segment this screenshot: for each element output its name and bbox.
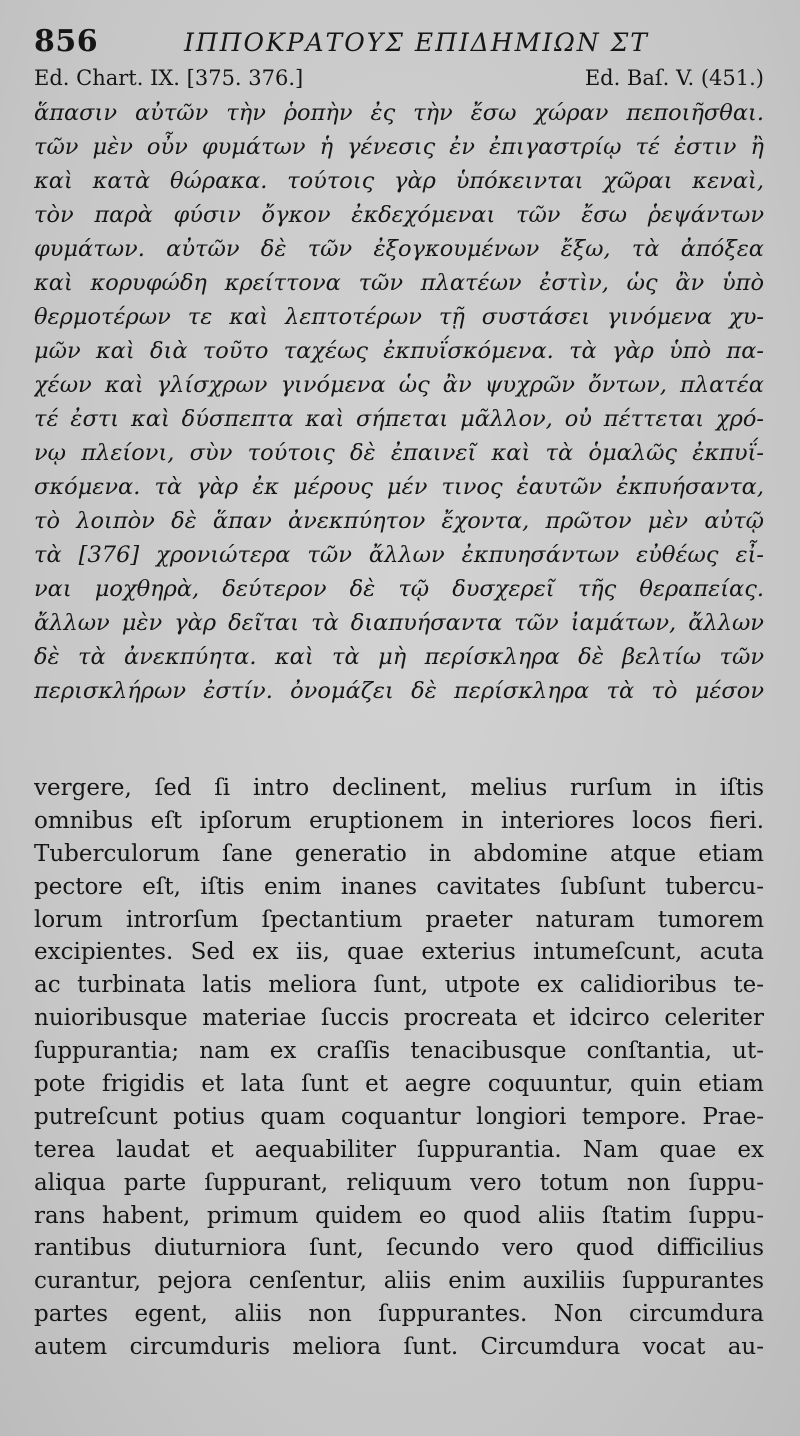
latin-text-line: curantur, pejora cenſentur, aliis enim auxiliis ſuppurantes [34,1268,764,1295]
greek-text-line: σκόμενα. τὰ γὰρ ἐκ μέρους μέν τινος ἑαυτῶν ἐκπυήσαντα, [34,474,764,500]
latin-text-line: omnibus eſt ipſorum eruptionem in interiores locos fieri. [34,807,764,834]
greek-text-line: καὶ κατὰ θώρακα. τούτοις γὰρ ὑπόκεινται χῶραι κεναὶ, [34,168,764,194]
greek-text-line: μῶν καὶ διὰ τοῦτο ταχέως ἐκπυΐσκόμενα. τὰ γὰρ ὑπὸ πα- [34,338,764,364]
greek-text-line: ἅπασιν αὐτῶν τὴν ῥοπὴν ἐς τὴν ἔσω χώραν πεποιῆσθαι. [34,100,764,126]
latin-text-line: putreſcunt potius quam coquantur longiori tempore. Prae- [34,1103,764,1130]
running-title: ΙΠΠΟΚΡΑΤΟΥΣ ΕΠΙΔΗΜΙΩΝ ΣΤ [184,28,649,57]
latin-text-line: terea laudat et aequabiliter ſuppurantia. Nam quae ex [34,1136,764,1163]
latin-translation-block [34,772,764,1364]
greek-text-line: δὲ τὰ ἀνεκπύητα. καὶ τὰ μὴ περίσκληρα δὲ βελτίω τῶν [34,644,764,670]
latin-text-line: aliqua parte ſuppurant, reliquum vero totum non ſuppu- [34,1169,764,1196]
latin-text-line: vergere, ſed ſi intro declinent, melius rurſum in iſtis [34,775,764,801]
page-number: 856 [34,24,99,59]
greek-text-line: περισκλήρων ἐστίν. ὀνομάζει δὲ περίσκληρα τὰ τὸ μέσον [34,678,764,704]
latin-text-line: pote frigidis et lata ſunt et aegre coquuntur, quin etiam [34,1071,764,1098]
greek-text-line: τῶν μὲν οὖν φυμάτων ἡ γένεσις ἐν ἐπιγαστρίῳ τέ ἐστιν ἢ [34,134,764,160]
greek-text-line: θερμοτέρων τε καὶ λεπτοτέρων τῇ συστάσει γινόμενα χυ- [34,304,764,330]
edition-references [34,66,764,96]
latin-text-line: autem circumduris meliora ſunt. Circumdura vocat au- [34,1334,764,1361]
latin-text-line: excipientes. Sed ex iis, quae exterius intumeſcunt, acuta [34,939,764,966]
greek-text-line: ἄλλων μὲν γὰρ δεῖται τὰ διαπυήσαντα τῶν ἰαμάτων, ἄλλων [34,610,764,636]
edition-basel-reference: Ed. Baſ. V. (451.) [584,66,764,90]
greek-text-line: τέ ἐστι καὶ δύσπεπτα καὶ σήπεται μᾶλλον, οὐ πέττεται χρό- [34,406,764,432]
latin-text-line: nuioribusque materiae ſuccis procreata et idcirco celeriter [34,1005,764,1032]
greek-text-line: τὰ [376] χρονιώτερα τῶν ἄλλων ἐκπυησάντων εὐθέως εἶ- [34,542,764,568]
latin-text-line: ac turbinata latis meliora ſunt, utpote ex calidioribus te- [34,972,764,999]
latin-text-line: ſuppurantia; nam ex craſſis tenacibusque conſtantia, ut- [34,1038,764,1065]
latin-text-line: Tuberculorum ſane generatio in abdomine atque etiam [34,840,764,867]
edition-chart-reference: Ed. Chart. IX. [375. 376.] [34,66,304,90]
greek-text-block [34,96,764,708]
latin-text-line: pectore eſt, iſtis enim inanes cavitates ſubſunt tubercu- [34,873,764,900]
latin-text-line: lorum introrſum ſpectantium praeter naturam tumorem [34,906,764,933]
greek-text-line: καὶ κορυφώδη κρείττονα τῶν πλατέων ἐστὶν, ὡς ἂν ὑπὸ [34,270,764,296]
greek-text-line: τὸν παρὰ φύσιν ὄγκον ἐκδεχόμεναι τῶν ἔσω ῥεψάντων [34,202,764,228]
greek-text-line: χέων καὶ γλίσχρων γινόμενα ὡς ἂν ψυχρῶν ὄντων, πλατέα [34,372,764,398]
greek-text-line: φυμάτων. αὐτῶν δὲ τῶν ἐξογκουμένων ἔξω, τὰ ἀπόξεα [34,236,764,262]
page-header [34,24,774,64]
latin-text-line: rantibus diuturniora ſunt, ſecundo vero quod difficilius [34,1235,764,1262]
greek-text-line: τὸ λοιπὸν δὲ ἅπαν ἀνεκπύητον ἔχοντα, πρῶτον μὲν αὐτῷ [34,508,764,534]
greek-text-line: νῳ πλείονι, σὺν τούτοις δὲ ἐπαινεῖ καὶ τὰ ὁμαλῶς ἐκπυΐ- [34,440,764,466]
latin-text-line: rans habent, primum quidem eo quod aliis ſtatim ſuppu- [34,1202,764,1229]
greek-text-line: ναι μοχθηρὰ, δεύτερον δὲ τῷ δυσχερεῖ τῆς θεραπείας. [34,576,764,602]
latin-text-line: partes egent, aliis non ſuppurantes. Non circumdura [34,1301,764,1328]
